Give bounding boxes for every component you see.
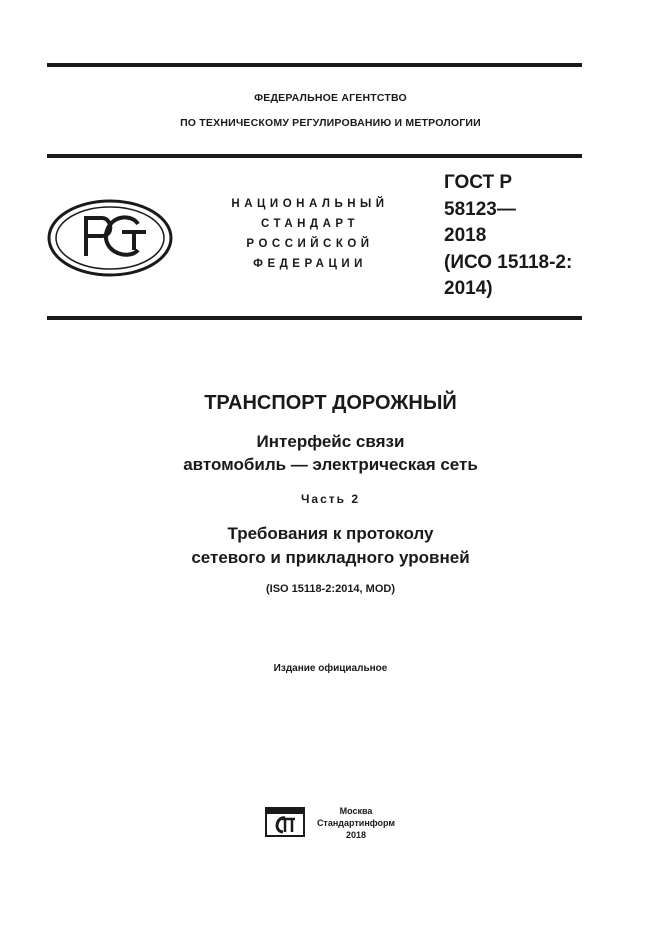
standard-designation: [444, 170, 584, 303]
designation-line-5: 2014): [444, 278, 493, 299]
main-title: ТРАНСПОРТ ДОРОЖНЫЙ: [204, 392, 457, 414]
edition-label: Издание официальное: [273, 663, 388, 674]
standartinform-logo-icon: [265, 807, 305, 837]
header-rule: [47, 154, 582, 158]
subtitle-line-2: автомобиль — электрическая сеть: [183, 455, 478, 474]
designation-line-3: 2018: [444, 225, 487, 246]
agency-line-1: ФЕДЕРАЛЬНОЕ АГЕНТСТВО: [254, 92, 407, 104]
national-line-3: РОССИЙСКОЙ: [246, 238, 374, 250]
national-line-4: ФЕДЕРАЦИИ: [253, 258, 367, 270]
part-title-line-2: сетевого и прикладного уровней: [191, 548, 470, 567]
subtitle-line-1: Интерфейс связи: [256, 432, 405, 451]
designation-line-2: 58123—: [444, 198, 516, 220]
national-line-1: НАЦИОНАЛЬНЫЙ: [231, 198, 389, 210]
part-title-line-1: Требования к протоколу: [227, 524, 434, 543]
iso-reference: (ISO 15118-2:2014, MOD): [265, 583, 395, 595]
designation-line-4: (ИСО 15118-2:: [444, 251, 573, 273]
national-line-2: СТАНДАРТ: [261, 218, 359, 230]
publisher-name: Стандартинформ: [316, 818, 396, 828]
publisher-info: [306, 805, 406, 841]
part-label: Часть 2: [300, 492, 361, 506]
block-rule: [47, 316, 582, 320]
rst-certification-mark-icon: [46, 198, 174, 278]
agency-line-2: ПО ТЕХНИЧЕСКОМУ РЕГУЛИРОВАНИЮ И МЕТРОЛОГИИ: [180, 117, 481, 129]
top-rule: [47, 63, 582, 67]
publisher-year: 2018: [345, 830, 367, 840]
publisher-city: Москва: [339, 806, 373, 816]
designation-line-1: ГОСТ Р: [444, 172, 513, 193]
